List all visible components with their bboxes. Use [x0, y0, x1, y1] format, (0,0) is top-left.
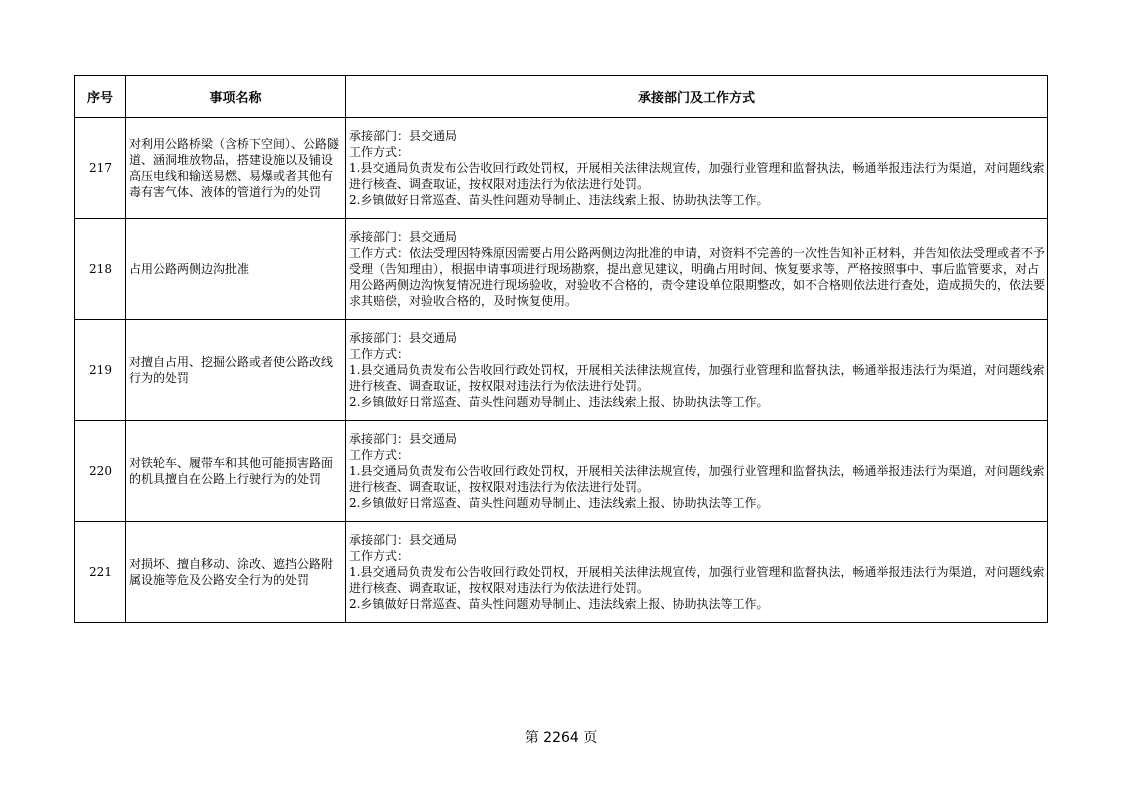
- page-number: 第 2264 页: [524, 730, 598, 746]
- table-row: [75, 522, 1048, 623]
- row-seq: 220: [75, 421, 126, 522]
- method-step-1: 1.县交通局负责发布公告收回行政处罚权，开展相关法律法规宣传，加强行业管理和监督执法，畅通举报违法行为渠道，对问题线索进行核查、调查取证，按权限对违法行为依法进行处罚。: [349, 464, 1045, 494]
- row-dept-method: [346, 421, 1048, 522]
- row-seq: 219: [75, 320, 126, 421]
- dept-line: 承接部门：县交通局: [349, 129, 458, 143]
- method-line: 工作方式：: [349, 145, 410, 159]
- method-step-1: 1.县交通局负责发布公告收回行政处罚权，开展相关法律法规宣传，加强行业管理和监督执法，畅通举报违法行为渠道，对问题线索进行核查、调查取证，按权限对违法行为依法进行处罚。: [349, 565, 1045, 595]
- dept-line: 承接部门：县交通局: [349, 230, 458, 244]
- method-step-2: 2.乡镇做好日常巡查、苗头性问题劝导制止、违法线索上报、协助执法等工作。: [349, 395, 769, 409]
- dept-line: 承接部门：县交通局: [349, 432, 458, 446]
- row-seq: 217: [75, 118, 126, 219]
- row-item-name: 对损坏、擅自移动、涂改、遮挡公路附属设施等危及公路安全行为的处罚: [126, 522, 346, 623]
- table-header-row: [75, 76, 1048, 118]
- table-row: [75, 320, 1048, 421]
- row-item-name: 对利用公路桥梁（含桥下空间）、公路隧道、涵洞堆放物品，搭建设施以及铺设高压电线和输送易燃、易爆或者其他有毒有害气体、液体的管道行为的处罚: [126, 118, 346, 219]
- row-item-name: 对铁轮车、履带车和其他可能损害路面的机具擅自在公路上行驶行为的处罚: [126, 421, 346, 522]
- table-row: [75, 421, 1048, 522]
- header-name: 事项名称: [126, 76, 346, 118]
- table-row: [75, 118, 1048, 219]
- method-step-2: 2.乡镇做好日常巡查、苗头性问题劝导制止、违法线索上报、协助执法等工作。: [349, 496, 769, 510]
- method-line: 工作方式：: [349, 549, 410, 563]
- method-line: 工作方式：: [349, 347, 410, 361]
- row-seq: 218: [75, 219, 126, 320]
- method-step-1: 1.县交通局负责发布公告收回行政处罚权，开展相关法律法规宣传，加强行业管理和监督执法，畅通举报违法行为渠道，对问题线索进行核查、调查取证，按权限对违法行为依法进行处罚。: [349, 363, 1045, 393]
- row-seq: 221: [75, 522, 126, 623]
- header-dept: 承接部门及工作方式: [346, 76, 1048, 118]
- method-step-2: 2.乡镇做好日常巡查、苗头性问题劝导制止、违法线索上报、协助执法等工作。: [349, 193, 769, 207]
- table-row: [75, 219, 1048, 320]
- dept-line: 承接部门：县交通局: [349, 533, 458, 547]
- row-dept-method: [346, 219, 1048, 320]
- row-item-name: 对擅自占用、挖掘公路或者使公路改线行为的处罚: [126, 320, 346, 421]
- row-dept-method: [346, 118, 1048, 219]
- header-seq: 序号: [75, 76, 126, 118]
- method-step-2: 2.乡镇做好日常巡查、苗头性问题劝导制止、违法线索上报、协助执法等工作。: [349, 597, 769, 611]
- row-item-name: 占用公路两侧边沟批准: [126, 219, 346, 320]
- method-line: 工作方式：: [349, 448, 410, 462]
- row-dept-method: [346, 522, 1048, 623]
- dept-line: 承接部门：县交通局: [349, 331, 458, 345]
- row-dept-method: [346, 320, 1048, 421]
- items-table: [74, 75, 1048, 623]
- method-line: 工作方式：依法受理因特殊原因需要占用公路两侧边沟批准的申请，对资料不完善的一次性告知补正材料，并告知依法受理或者不予受理（告知理由），根据申请事项进行现场勘察，提出意见建议，明确占用时间、恢复要求等，严格按照事中、事后监管要求，对占用公路两侧边沟恢复情况进行现场验收，对验收不合格的，责令建设单位限期整改，如不合格则依法进行查处，造成损失的，依法要求其赔偿，对验收合格的，及时恢复使用。: [349, 246, 1046, 308]
- method-step-1: 1.县交通局负责发布公告收回行政处罚权，开展相关法律法规宣传，加强行业管理和监督执法，畅通举报违法行为渠道，对问题线索进行核查、调查取证，按权限对违法行为依法进行处罚。: [349, 161, 1045, 191]
